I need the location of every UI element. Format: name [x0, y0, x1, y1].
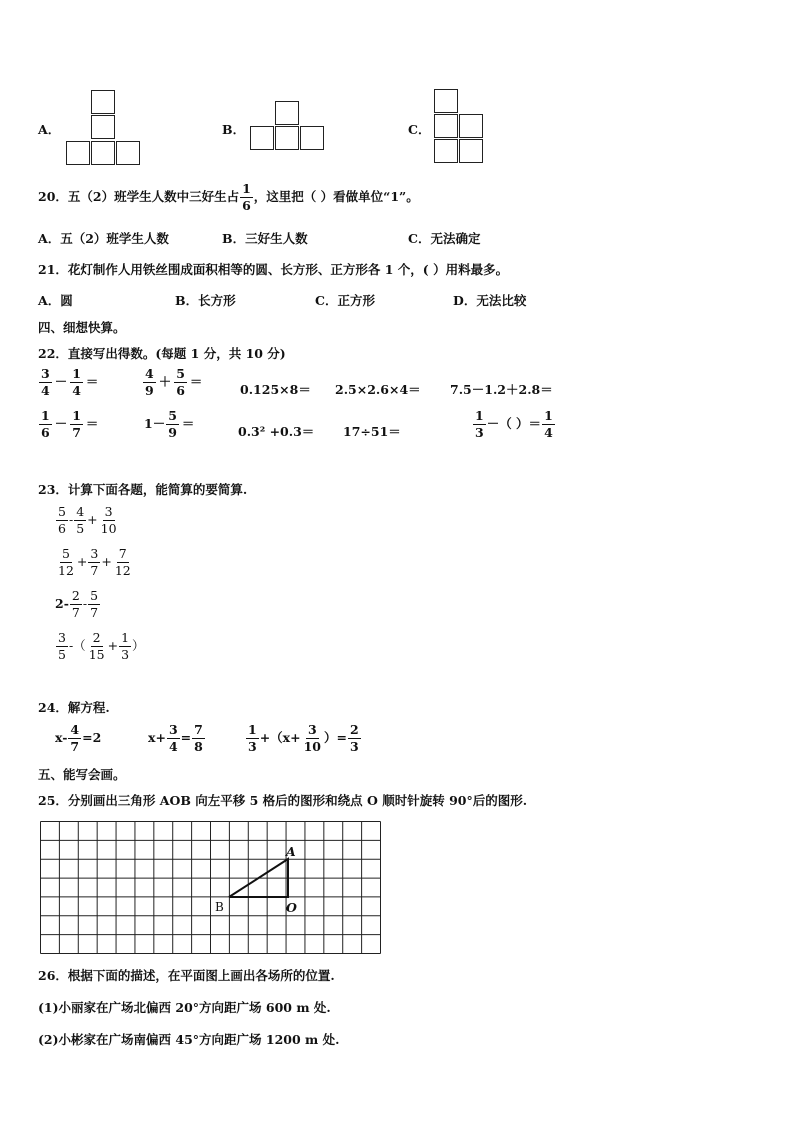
q22-r1-c4: 2.5×2.6×4＝ [335, 382, 421, 397]
q21-question: 21．花灯制作人用铁丝围成面积相等的圆、长方形、正方形各 1 个，( ）用料最多。 [38, 262, 509, 277]
q24-eq-2: x+ $\frac{3}{4}$ = $\frac{7}{8}$ [148, 722, 203, 754]
q22-r2-c1: $\frac{1}{6}$ － $\frac{1}{7}$ ＝ [41, 408, 99, 440]
q19-option-b-label: B． [222, 122, 246, 137]
q23-expr-4: $\frac{3}{5}$ -（ $\frac{2}{15}$ + $\frac{1}{3}$ ） [58, 630, 145, 662]
q22-title: 22．直接写出得数。(每题 1 分，共 10 分) [38, 346, 286, 361]
q22-r1-c3: 0.125×8＝ [240, 382, 311, 397]
grid-lines [41, 822, 381, 954]
q22-r1-c1: $\frac{3}{4}$ － $\frac{1}{4}$ ＝ [41, 366, 99, 398]
q25-grid [40, 821, 381, 954]
q19-option-a-label: A． [38, 122, 61, 137]
point-a-label: A [286, 844, 296, 859]
section-5-heading: 五、能写会画。 [38, 767, 126, 782]
q24-eq-3: $\frac{1}{3}$ +（x+ $\frac{3}{10}$ ）= $\frac{2}{3}$ [248, 722, 359, 754]
q20-option-b: B．三好生人数 [222, 231, 308, 246]
point-o-label: O [286, 900, 297, 915]
q26-item-1: (1)小丽家在广场北偏西 20°方向距广场 600 m 处. [38, 1000, 331, 1015]
q25-title: 25．分别画出三角形 AOB 向左平移 5 格后的图形和绕点 O 顺时针旋转 90°后的图形. [38, 793, 528, 808]
q23-title: 23．计算下面各题，能简算的要简算. [38, 482, 248, 497]
q24-eq-1: x- $\frac{4}{7}$ =2 [55, 722, 102, 754]
q24-title: 24．解方程. [38, 700, 110, 715]
section-4-heading: 四、细想快算。 [38, 320, 126, 335]
q22-r2-c3: 0.3² +0.3＝ [238, 424, 315, 439]
q22-r2-c2: 1－ $\frac{5}{9}$ ＝ [144, 408, 195, 440]
q20-question: 20．五（2）班学生人数中三好生占 $\frac{1}{6}$ ，这里把（ ）看做单位“1”。 [38, 181, 419, 213]
q21-option-c: C．正方形 [315, 293, 375, 308]
q23-expr-2: $\frac{5}{12}$ + $\frac{3}{7}$ + $\frac{7}{12}$ [58, 546, 131, 578]
q22-r1-c5: 7.5－1.2＋2.8＝ [450, 382, 553, 397]
q26-title: 26．根据下面的描述，在平面图上画出各场所的位置. [38, 968, 335, 983]
q19-option-c-label: C． [408, 122, 431, 137]
q21-option-b: B．长方形 [175, 293, 236, 308]
q26-item-2: (2)小彬家在广场南偏西 45°方向距广场 1200 m 处. [38, 1032, 340, 1047]
q23-expr-1: $\frac{5}{6}$ - $\frac{4}{5}$ + $\frac{3}{10}$ [58, 504, 117, 536]
point-b-label: B [215, 900, 224, 914]
q21-option-d: D．无法比较 [453, 293, 527, 308]
q22-r2-c4: 17÷51＝ [343, 424, 401, 439]
q23-expr-3: 2- $\frac{2}{7}$ - $\frac{5}{7}$ [55, 588, 99, 620]
q25-grid-svg [40, 821, 381, 954]
q22-r2-c5: $\frac{1}{3}$ －（ ）＝ $\frac{1}{4}$ [475, 408, 553, 440]
fraction: $\frac{1}{6}$ [242, 181, 251, 213]
q20-option-a: A．五（2）班学生人数 [38, 231, 169, 246]
q21-option-a: A．圆 [38, 293, 73, 308]
q20-option-c: C．无法确定 [408, 231, 481, 246]
q22-r1-c2: $\frac{4}{9}$ ＋ $\frac{5}{6}$ ＝ [145, 366, 203, 398]
